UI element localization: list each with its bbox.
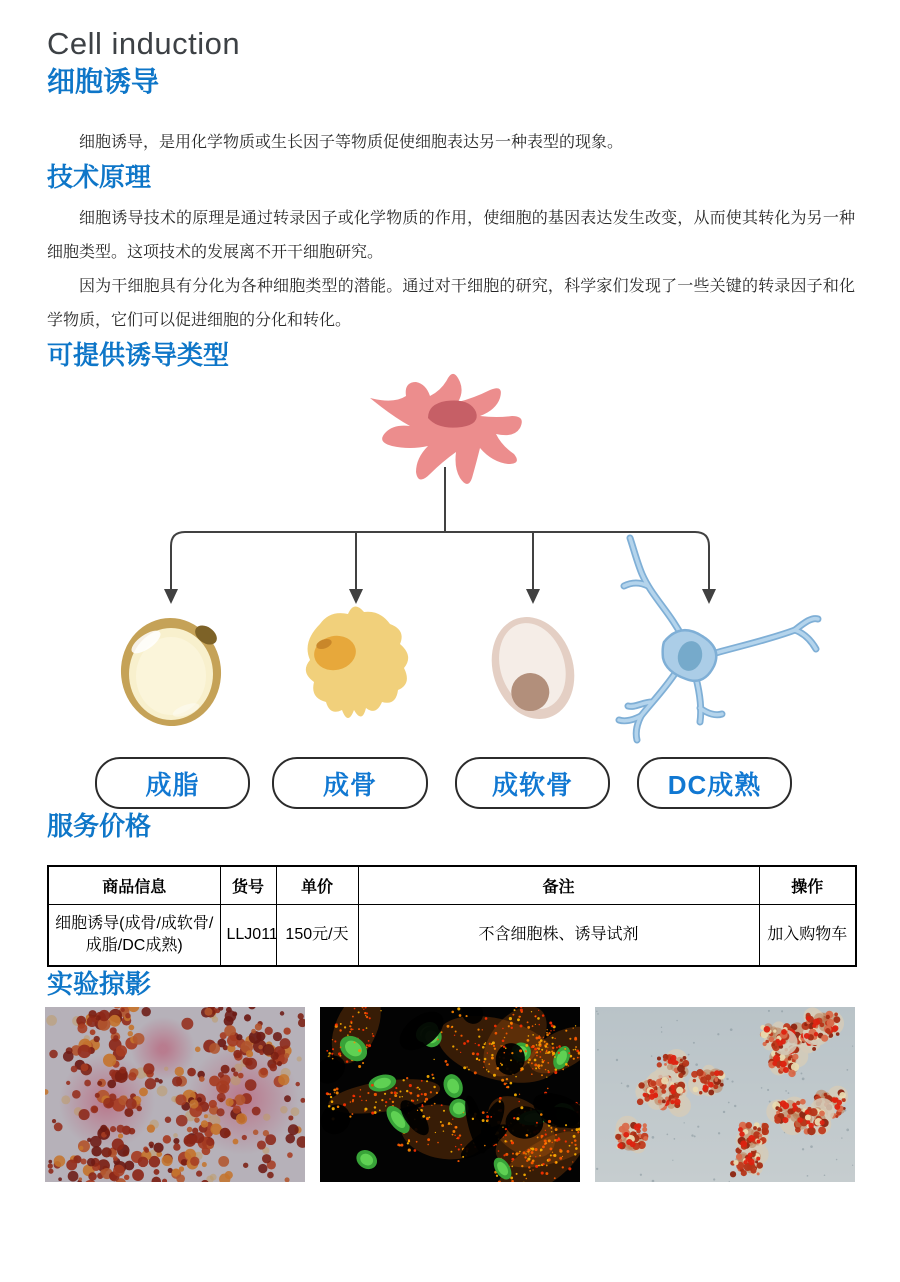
micrograph-induced-cells	[595, 1007, 855, 1182]
col-header-sku: 货号	[220, 866, 276, 904]
induction-diagram-svg	[0, 372, 900, 757]
type-label-chondrogenic: 成软骨	[455, 757, 610, 809]
type-label-adipogenic: 成脂	[95, 757, 250, 809]
section-heading-types: 可提供诱导类型	[47, 340, 230, 370]
col-header-product: 商品信息	[48, 866, 220, 904]
micrograph-fluorescence	[320, 1007, 580, 1182]
pricing-table-row	[48, 904, 856, 966]
page-title-zh: 细胞诱导	[47, 66, 160, 97]
cell-sku: LLJ011	[220, 904, 276, 966]
col-header-remark: 备注	[358, 866, 759, 904]
osteoblast-illustration	[306, 606, 408, 718]
pricing-table	[47, 865, 857, 967]
micrograph-oil-red-stain	[45, 1007, 305, 1182]
section-heading-pricing: 服务价格	[47, 811, 152, 841]
page-title-en: Cell induction	[47, 26, 241, 61]
adipocyte-illustration	[116, 613, 227, 731]
chondrocyte-illustration	[479, 606, 587, 730]
col-header-action: 操作	[759, 866, 856, 904]
section-heading-gallery: 实验掠影	[47, 969, 152, 999]
dendritic-cell-illustration	[619, 538, 818, 740]
type-label-osteogenic: 成骨	[272, 757, 428, 809]
cell-unit-price: 150元/天	[276, 904, 358, 966]
intro-paragraph: 细胞诱导，是用化学物质或生长因子等物质促使细胞表达另一种表型的现象。	[79, 134, 624, 151]
section-heading-principle: 技术原理	[47, 162, 152, 192]
pricing-table-header-row	[48, 866, 856, 904]
branch-arrows	[171, 467, 709, 591]
col-header-price: 单价	[276, 866, 358, 904]
cell-remark: 不含细胞株、诱导试剂	[358, 904, 759, 966]
arrowheads	[164, 589, 716, 604]
principle-paragraph-2: 因为干细胞具有分化为各种细胞类型的潜能。通过对干细胞的研究，科学家们发现了一些关键的转录因子和化学物质，它们可以促进细胞的分化和转化。	[47, 278, 855, 329]
cell-product-name: 细胞诱导(成骨/成软骨/成脂/DC成熟)	[48, 904, 220, 966]
type-label-dc-maturation: DC成熟	[637, 757, 792, 809]
induction-diagram	[0, 372, 900, 809]
add-to-cart-link[interactable]: 加入购物车	[759, 904, 856, 966]
principle-paragraph-1: 细胞诱导技术的原理是通过转录因子或化学物质的作用，使细胞的基因表达发生改变，从而使其转化为另一种细胞类型。这项技术的发展离不开干细胞研究。	[47, 210, 855, 261]
experiment-photo-gallery	[45, 1007, 855, 1182]
induction-type-labels	[0, 757, 900, 809]
